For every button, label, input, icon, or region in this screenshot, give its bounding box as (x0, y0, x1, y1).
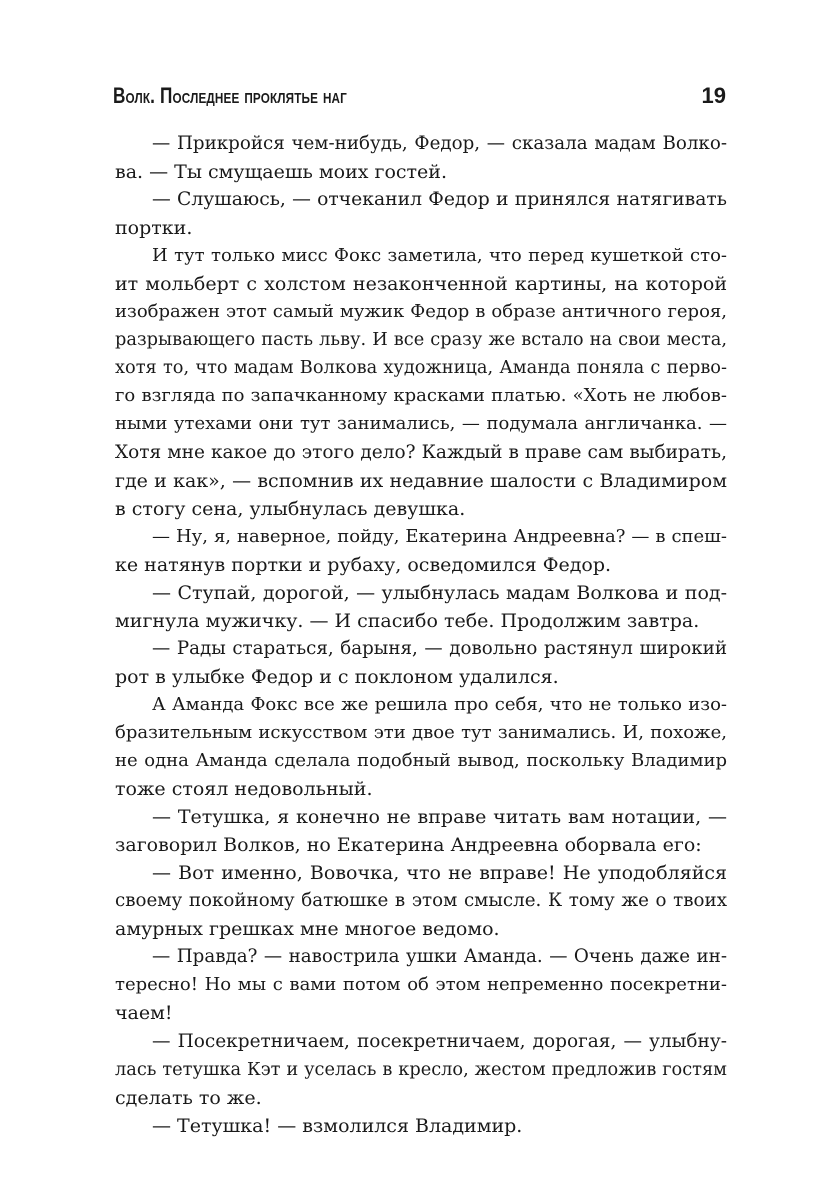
text-line: — Тетушка, я конечно не вправе читать вам нотации, — (152, 806, 727, 829)
text-line: портки. (115, 217, 193, 240)
text-line: ке натянув портки и рубаху, осведомился Федор. (115, 553, 612, 576)
text-line: лась тетушка Кэт и уселась в кресло, жестом предложив гостям (115, 1059, 727, 1080)
text-line: изображен этот самый мужик Федор в образе античного героя, (115, 301, 727, 323)
text-line: своему покойному батюшке в этом смысле. К тому же о твоих (115, 890, 727, 912)
text-line: — Прикройся чем-нибудь, Федор, — сказала мадам Волко- (152, 133, 727, 154)
text-line: ит мольберт с холстом незаконченной картины, на которой (115, 273, 727, 296)
text-line: не одна Аманда сделала подобный вывод, поскольку Владимир (115, 750, 727, 772)
text-line: — Ну, я, наверное, пойду, Екатерина Андреевна? — в спеш- (152, 525, 727, 547)
text-line: — Ступай, дорогой, — улыбнулась мадам Волкова и под- (152, 581, 727, 604)
text-line: где и как», — вспомнив их недавние шалости с Владимиром (115, 469, 727, 492)
text-line: И тут только мисс Фокс заметила, что перед кушеткой сто- (152, 245, 727, 267)
text-line: ва. — Ты смущаешь моих гостей. (115, 161, 447, 184)
text-line: заговорил Волков, но Екатерина Андреевна оборвала его: (115, 834, 702, 857)
text-line: — Правда? — навострила ушки Аманда. — Очень даже ин- (152, 946, 727, 968)
text-line: в стогу сена, улыбнулась девушка. (115, 497, 466, 520)
text-line: А Аманда Фокс все же решила про себя, что не только изо- (152, 693, 727, 715)
text-line: хотя то, что мадам Волкова художница, Аманда поняла с перво- (115, 358, 727, 379)
text-line: чаем! (115, 1002, 173, 1025)
text-line: ными утехами они тут занимались, — подумала англичанка. — (115, 413, 727, 435)
text-line: — Рады стараться, барыня, — довольно растянул широкий (152, 637, 727, 659)
text-line: го взгляда по запачканному красками платью. «Хоть не любов- (115, 385, 727, 407)
text-line: разрывающего пасть льву. И все сразу же встало на свои места, (115, 330, 727, 351)
text-line: бразительным искусством эти двое тут занимались. И, похоже, (115, 721, 727, 743)
text-line: — Посекретничаем, посекретничаем, дорогая, — улыбну- (152, 1030, 727, 1052)
body-text (115, 130, 727, 1140)
text-line: сделать то же. (115, 1086, 262, 1109)
text-line: тоже стоял недовольный. (115, 778, 373, 801)
text-line: — Слушаюсь, — отчеканил Федор и принялся натягивать (152, 189, 727, 211)
text-line: мигнула мужичку. — И спасибо тебе. Продолжим завтра. (115, 609, 700, 632)
text-line: — Вот именно, Вовочка, что не вправе! Не уподобляйся (152, 862, 727, 885)
page-number: 19 (701, 83, 726, 108)
running-title: Волк. Последнее проклятье наг (113, 83, 347, 108)
text-line: — Тетушка! — взмолился Владимир. (152, 1114, 523, 1137)
text-line: амурных грешках мне многое ведомо. (115, 918, 500, 941)
text-line: Хотя мне какое до этого дело? Каждый в праве сам выбирать, (115, 441, 727, 463)
text-line: тересно! Но мы с вами потом об этом непременно посекретни- (115, 974, 727, 996)
text-line: рот в улыбке Федор и с поклоном удалился. (115, 665, 559, 688)
